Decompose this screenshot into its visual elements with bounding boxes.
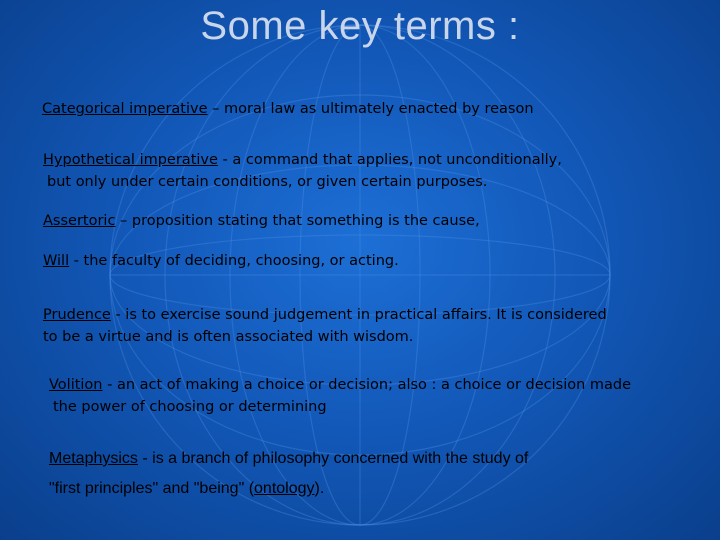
term-categorical-imperative <box>42 98 534 120</box>
term-word: Hypothetical imperative <box>43 152 218 168</box>
term-metaphysics <box>49 444 528 504</box>
term-will <box>43 250 399 272</box>
term-word: Prudence <box>43 307 111 323</box>
term-word: Assertoric <box>43 213 116 229</box>
term-volition <box>49 374 631 418</box>
term-word: Categorical imperative <box>42 101 208 117</box>
term-definition-continued: "first principles" and "being" ( <box>49 480 255 497</box>
term-definition: - a command that applies, not unconditionally, <box>217 152 562 168</box>
term-hypothetical-imperative <box>43 149 562 193</box>
term-definition: - the faculty of deciding, choosing, or acting. <box>69 253 399 269</box>
term-word: Metaphysics <box>49 450 138 467</box>
term-word: Will <box>43 253 70 269</box>
term-definition-continued: to be a virtue and is often associated with wisdom. <box>43 329 414 345</box>
term-definition-continued: but only under certain conditions, or given certain purposes. <box>47 174 488 190</box>
term-definition-end: ). <box>314 480 325 497</box>
term-definition: – moral law as ultimately enacted by reason <box>207 101 534 117</box>
term-definition-continued: the power of choosing or determining <box>53 399 327 415</box>
term-definition: – proposition stating that something is the cause, <box>115 213 480 229</box>
term-definition: - is a branch of philosophy concerned with the study of <box>137 450 529 467</box>
term-definition: - an act of making a choice or decision; also : a choice or decision made <box>102 377 632 393</box>
term-prudence <box>43 304 607 348</box>
term-definition: - is to exercise sound judgement in practical affairs. It is considered <box>110 307 607 323</box>
ontology-link[interactable]: ontology <box>254 480 315 497</box>
term-word: Volition <box>49 377 103 393</box>
slide-title: Some key terms : <box>200 4 520 48</box>
term-assertoric <box>43 210 480 232</box>
